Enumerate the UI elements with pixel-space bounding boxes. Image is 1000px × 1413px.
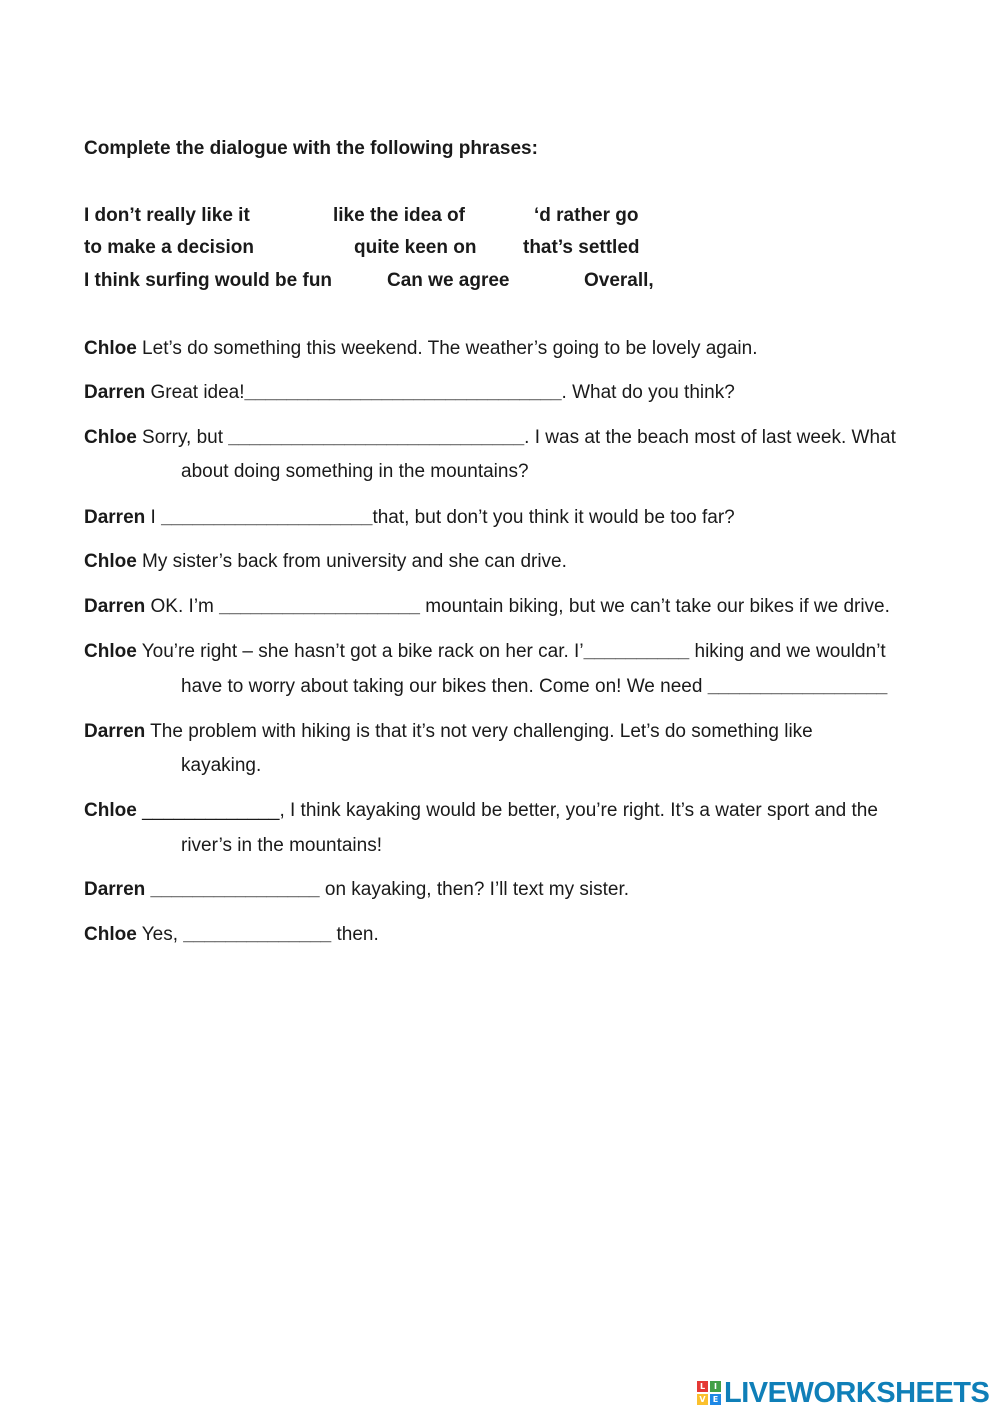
phrase: I don’t really like it (84, 205, 250, 226)
dialogue-line (84, 596, 890, 618)
line-text: . I was at the beach most of last week. What (524, 427, 896, 448)
answer-blank[interactable]: ____________________________ (228, 427, 525, 448)
line-text: Great idea! (145, 382, 245, 403)
line-text: , I think kayaking would be better, you’re right. It’s a water sport and the (279, 800, 878, 821)
instruction-heading: Complete the dialogue with the following phrases: (84, 138, 538, 159)
line-text: The problem with hiking is that it’s not very challenging. Let’s do something like (145, 721, 813, 742)
answer-blank[interactable]: ________________ (150, 879, 320, 900)
line-text: then. (331, 924, 379, 945)
speaker-name: Chloe (84, 800, 137, 821)
speaker-name: Chloe (84, 338, 137, 359)
line-text: Let’s do something this weekend. The weather’s going to be lovely again. (136, 338, 758, 359)
answer-blank[interactable]: _____________ (142, 800, 280, 821)
answer-blank[interactable]: ____________________ (161, 507, 373, 528)
dialogue-line (84, 924, 379, 946)
speaker-name: Darren (84, 596, 146, 617)
logo-squares-icon (697, 1381, 721, 1405)
line-text: I (145, 507, 162, 528)
speaker-name: Chloe (84, 427, 137, 448)
answer-blank[interactable]: _________________ (707, 676, 888, 697)
speaker-name: Darren (84, 507, 146, 528)
answer-blank[interactable]: __________ (583, 641, 690, 662)
line-text: You’re right – she hasn’t got a bike rack on her car. I’ (136, 641, 584, 662)
line-text: mountain biking, but we can’t take our bikes if we drive. (419, 596, 890, 617)
phrase: Can we agree (387, 270, 510, 291)
line-text: OK. I’m (145, 596, 220, 617)
line-text: Yes, (136, 924, 184, 945)
logo-square: E (710, 1394, 721, 1405)
logo-square: V (697, 1394, 708, 1405)
line-text: on kayaking, then? I’ll text my sister. (319, 879, 630, 900)
line-continuation: kayaking. (181, 755, 262, 776)
phrase: quite keen on (354, 237, 477, 258)
phrase: like the idea of (333, 205, 465, 226)
line-text: that, but don’t you think it would be too far? (372, 507, 735, 528)
phrase: ‘d rather go (534, 205, 639, 226)
line-continuation (181, 676, 887, 698)
dialogue-line (84, 879, 629, 901)
dialogue-line (84, 551, 567, 573)
dialogue-line (84, 507, 735, 529)
speaker-name: Chloe (84, 641, 137, 662)
speaker-name: Chloe (84, 551, 137, 572)
answer-blank[interactable]: ______________ (183, 924, 332, 945)
phrase: to make a decision (84, 237, 255, 258)
line-text: Sorry, but (136, 427, 229, 448)
dialogue-line (84, 382, 735, 404)
line-text: have to worry about taking our bikes then. Come on! We need (181, 676, 708, 697)
dialogue-line (84, 800, 878, 822)
answer-blank[interactable]: ______________________________ (244, 382, 562, 403)
liveworksheets-logo (697, 1378, 989, 1408)
line-text: hiking and we wouldn’t (689, 641, 886, 662)
line-text: My sister’s back from university and she can drive. (136, 551, 567, 572)
speaker-name: Chloe (84, 924, 137, 945)
dialogue-line (84, 427, 896, 449)
dialogue-line (84, 641, 886, 663)
answer-blank[interactable]: ___________________ (219, 596, 420, 617)
line-continuation: river’s in the mountains! (181, 835, 383, 856)
dialogue-line (84, 721, 813, 743)
line-continuation: about doing something in the mountains? (181, 461, 529, 482)
logo-text: LIVEWORKSHEETS (724, 1376, 990, 1409)
logo-square: I (710, 1381, 721, 1392)
phrase: that’s settled (523, 237, 640, 258)
phrase: I think surfing would be fun (84, 270, 333, 291)
speaker-name: Darren (84, 879, 146, 900)
dialogue-line (84, 338, 758, 360)
speaker-name: Darren (84, 721, 146, 742)
phrase: Overall, (584, 270, 654, 291)
speaker-name: Darren (84, 382, 146, 403)
line-text: . What do you think? (561, 382, 735, 403)
logo-square: L (697, 1381, 708, 1392)
